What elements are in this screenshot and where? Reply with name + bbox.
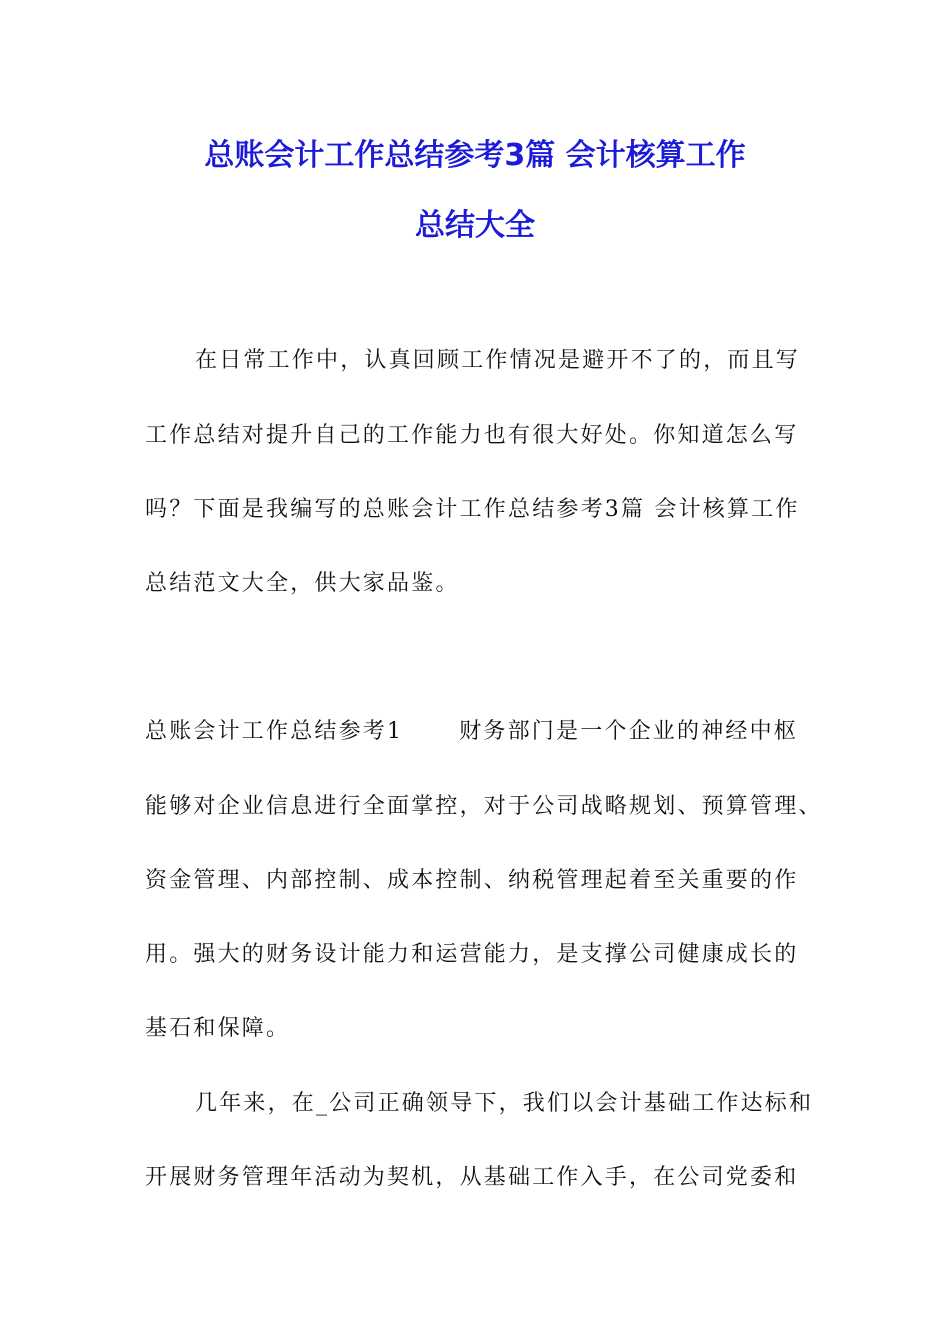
- section1-line: 基石和保障。: [145, 1016, 291, 1041]
- intro-line: 总结范文大全，供大家品鉴。: [145, 571, 460, 596]
- section1-first-line-text: 财务部门是一个企业的神经中枢: [459, 719, 799, 744]
- para2-line: 几年来，在_公司正确领导下，我们以会计基础工作达标和: [195, 1091, 814, 1116]
- intro-line: 工作总结对提升自己的工作能力也有很大好处。你知道怎么写: [145, 423, 799, 448]
- para2-line: 开展财务管理年活动为契机，从基础工作入手，在公司党委和: [145, 1165, 799, 1190]
- section1-first-line: [145, 717, 825, 747]
- intro-line: 吗？下面是我编写的总账会计工作总结参考3篇 会计核算工作: [145, 497, 800, 522]
- section1-line: 资金管理、内部控制、成本控制、纳税管理起着至关重要的作: [145, 868, 799, 893]
- section1-line: 能够对企业信息进行全面掌控，对于公司战略规划、预算管理、: [145, 794, 823, 819]
- section1-line: 用。强大的财务设计能力和运营能力，是支撑公司健康成长的: [145, 942, 799, 967]
- document-title-line1: 总账会计工作总结参考3篇 会计核算工作: [204, 138, 746, 173]
- section1-heading: 总账会计工作总结参考1: [145, 719, 404, 744]
- intro-line: 在日常工作中，认真回顾工作情况是避开不了的，而且写: [195, 348, 801, 373]
- document-title-line2: 总结大全: [415, 208, 535, 243]
